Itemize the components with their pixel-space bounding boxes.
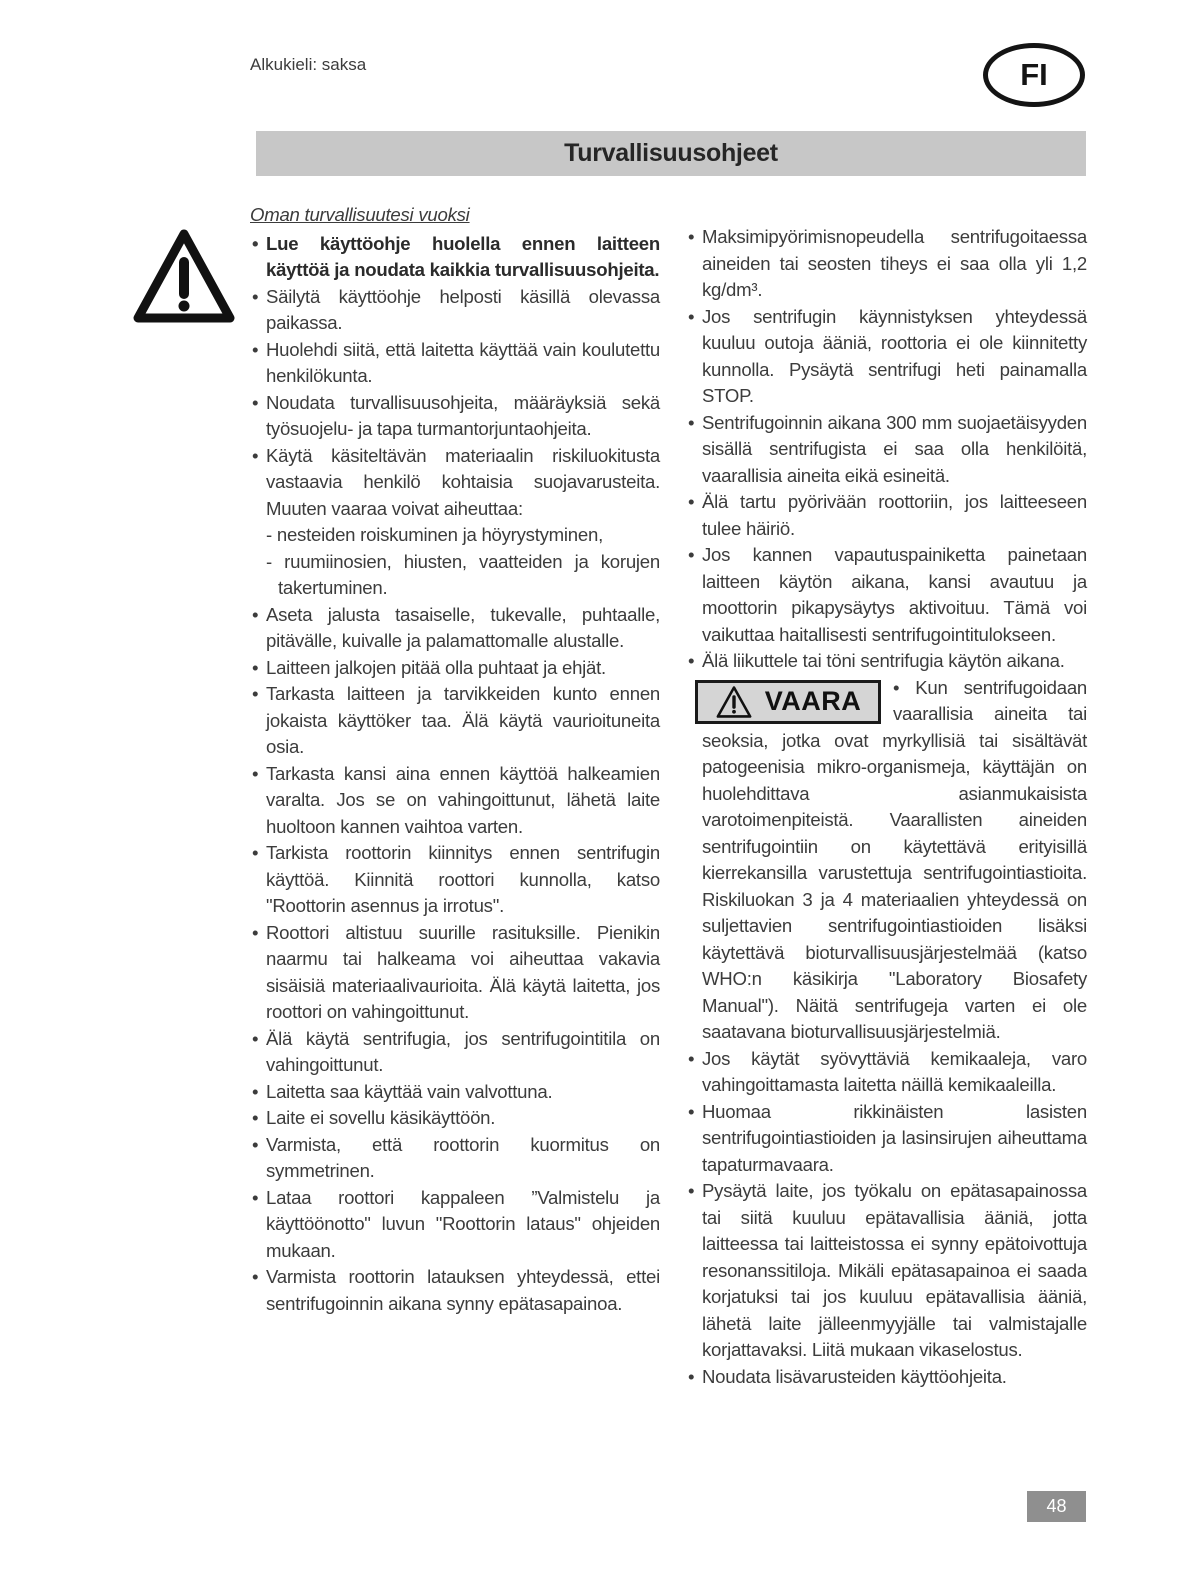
list-item: • Tarkasta kansi aina ennen käyttöä halkeamien varalta. Jos se on vahingoittunut, lähetä laite huoltoon kannen vaihtoa varten. [250, 761, 660, 841]
list-item: • Sentrifugoinnin aikana 300 mm suojaetäisyyden sisällä sentrifugista ei saa olla henkilöitä, vaarallisia aineita eikä esineitä. [686, 410, 1087, 490]
page-number: 48 [1046, 1496, 1067, 1516]
list-item: • Huomaa rikkinäisten lasisten sentrifugointiastioiden ja lasinsirujen aiheuttama tapaturmavaara. [686, 1099, 1087, 1179]
list-item: • Säilytä käyttöohje helposti käsillä olevassa paikassa. [250, 284, 660, 337]
list-item: • Älä käytä sentrifugia, jos sentrifugointitila on vahingoittunut. [250, 1026, 660, 1079]
danger-warning-box [695, 680, 881, 724]
bullet-marker [893, 677, 915, 698]
list-item: • Jos kannen vapautuspainiketta painetaan laitteen käytön aikana, kansi avautuu ja moottorin pikapysäytys aktivoituu. Tämä voi vaikuttaa haitallisesti sentrifugointitulokseen. [686, 542, 1087, 648]
list-item: • Laitteen jalkojen pitää olla puhtaat ja ehjät. [250, 655, 660, 682]
list-item: • Pysäytä laite, jos työkalu on epätasapainossa tai siitä kuuluu epätavallisia ääniä, jotta laitteessa tai laitteistossa ei synny epätoivottuja resonanssitiloja. Mikäli epätasapainoa ei saada korjatuksi tai jos kuuluu epätavallisia ääniä, lähetä laite jälleenmyyjälle tai valmistajalle korjattavaksi. Liitä mukaan vikaselostus. [686, 1178, 1087, 1364]
list-item: • Noudata turvallisuusohjeita, määräyksiä sekä työsuojelu- ja tapa turmantorjuntaohjeita. [250, 390, 660, 443]
warning-triangle-icon [131, 226, 237, 328]
list-item: • Tarkista roottorin kiinnitys ennen sentrifugin käyttöä. Kiinnitä roottori kunnolla, katso "Roottorin asennus ja irrotus". [250, 840, 660, 920]
list-item: • Lue käyttöohje huolella ennen laitteen käyttöä ja noudata kaikkia turvallisuusohjeita. [250, 231, 660, 284]
section-title-bar [256, 131, 1086, 176]
safety-bullet-list-right-top [686, 224, 1087, 675]
list-item: • Maksimipyörimisnopeudella sentrifugoitaessa aineiden tai seosten tiheys ei saa olla yli 1,2 kg/dm³. [686, 224, 1087, 304]
list-item: • Älä tartu pyörivään roottoriin, jos laitteeseen tulee häiriö. [686, 489, 1087, 542]
page-title: Turvallisuusohjeet [564, 139, 778, 167]
list-item: • Älä liikuttele tai töni sentrifugia käytön aikana. [686, 648, 1087, 675]
list-item: • Laite ei sovellu käsikäyttöön. [250, 1105, 660, 1132]
language-badge-label: FI [1020, 57, 1048, 92]
list-item: • Varmista, että roottorin kuormitus on symmetrinen. [250, 1132, 660, 1185]
list-item: • Jos sentrifugin käynnistyksen yhteydessä kuuluu outoja ääniä, roottoria ei ole kiinnitetty kunnolla. Pysäytä sentrifugi heti painamalla STOP. [686, 304, 1087, 410]
language-badge [983, 43, 1085, 107]
list-item: • Laitetta saa käyttää vain valvottuna. [250, 1079, 660, 1106]
sub-item: - ruumiinosien, hiusten, vaatteiden ja korujen takertuminen. [266, 550, 660, 598]
list-item: • Aseta jalusta tasaiselle, tukevalle, puhtaalle, pitävälle, kuivalle ja palamattomalle alustalle. [250, 602, 660, 655]
danger-label: VAARA [764, 686, 862, 717]
page-number-badge [1027, 1491, 1086, 1522]
right-column [686, 224, 1087, 1390]
sub-item: - nesteiden roiskuminen ja höyrystyminen, [266, 524, 603, 545]
list-item: • Roottori altistuu suurille rasituksille. Pienikin naarmu tai halkeama voi aiheuttaa vakavia sisäisiä materiaalivaurioita. Älä käytä laitetta, jos roottori on vahingoittunut. [250, 920, 660, 1026]
safety-bullet-list-left [250, 231, 660, 1318]
warning-triangle-icon [715, 685, 753, 719]
section-heading: Oman turvallisuutesi vuoksi [250, 204, 470, 225]
list-item: • Jos käytät syövyttäviä kemikaaleja, varo vahingoittamasta laitetta näillä kemikaaleilla. [686, 1046, 1087, 1099]
warning-paragraph [686, 675, 1087, 1046]
list-item: • Huolehdi siitä, että laitetta käyttää vain koulutettu henkilökunta. [250, 337, 660, 390]
list-item: • Tarkasta laitteen ja tarvikkeiden kunto ennen jokaista käyttöker taa. Älä käytä vaurioituneita osia. [250, 681, 660, 761]
list-item: • Lataa roottori kappaleen ”Valmistelu ja käyttöönotto" luvun "Roottorin lataus" ohjeiden mukaan. [250, 1185, 660, 1265]
list-item: • Varmista roottorin latauksen yhteydessä, ettei sentrifugoinnin aikana synny epätasapainoa. [250, 1264, 660, 1317]
warning-bullet-text: Kun sentrifugoidaan vaarallisia aineita tai seoksia, jotka ovat myrkyllisiä tai sisältävät patogeenisia mikro-organismeja, käyttäjän on huolehdittava asianmukaisista varotoimenpiteistä. Vaarallisten aineiden sentrifugointiin on käytettävä erityisillä kierrekansilla varustettuja sentrifugointiastioita. Riskiluokan 3 ja 4 materiaalien yhteydessä on suljettavien sentrifugointiastioiden lisäksi käytettävä bioturvallisuusjärjestelmää (katso WHO:n käsikirja "Laboratory Biosafety Manual"). Näitä sentrifugeja varten ei ole saatavana bioturvallisuusjärjestelmiä. [702, 676, 1087, 1042]
list-item: • Noudata lisävarusteiden käyttöohjeita. [686, 1364, 1087, 1391]
safety-bullet-list-right-bottom [686, 1046, 1087, 1391]
list-item: • Käytä käsiteltävän materiaalin riskiluokitusta vastaavia henkilö kohtaisia suojavarusteita. Muuten vaaraa voivat aiheuttaa: - nesteiden roiskuminen ja höyrystyminen, - ruumiinosien, hiusten, vaatteiden ja korujen takertuminen. [250, 443, 660, 602]
left-column [250, 202, 660, 1317]
original-language-note: Alkukieli: saksa [250, 55, 367, 74]
